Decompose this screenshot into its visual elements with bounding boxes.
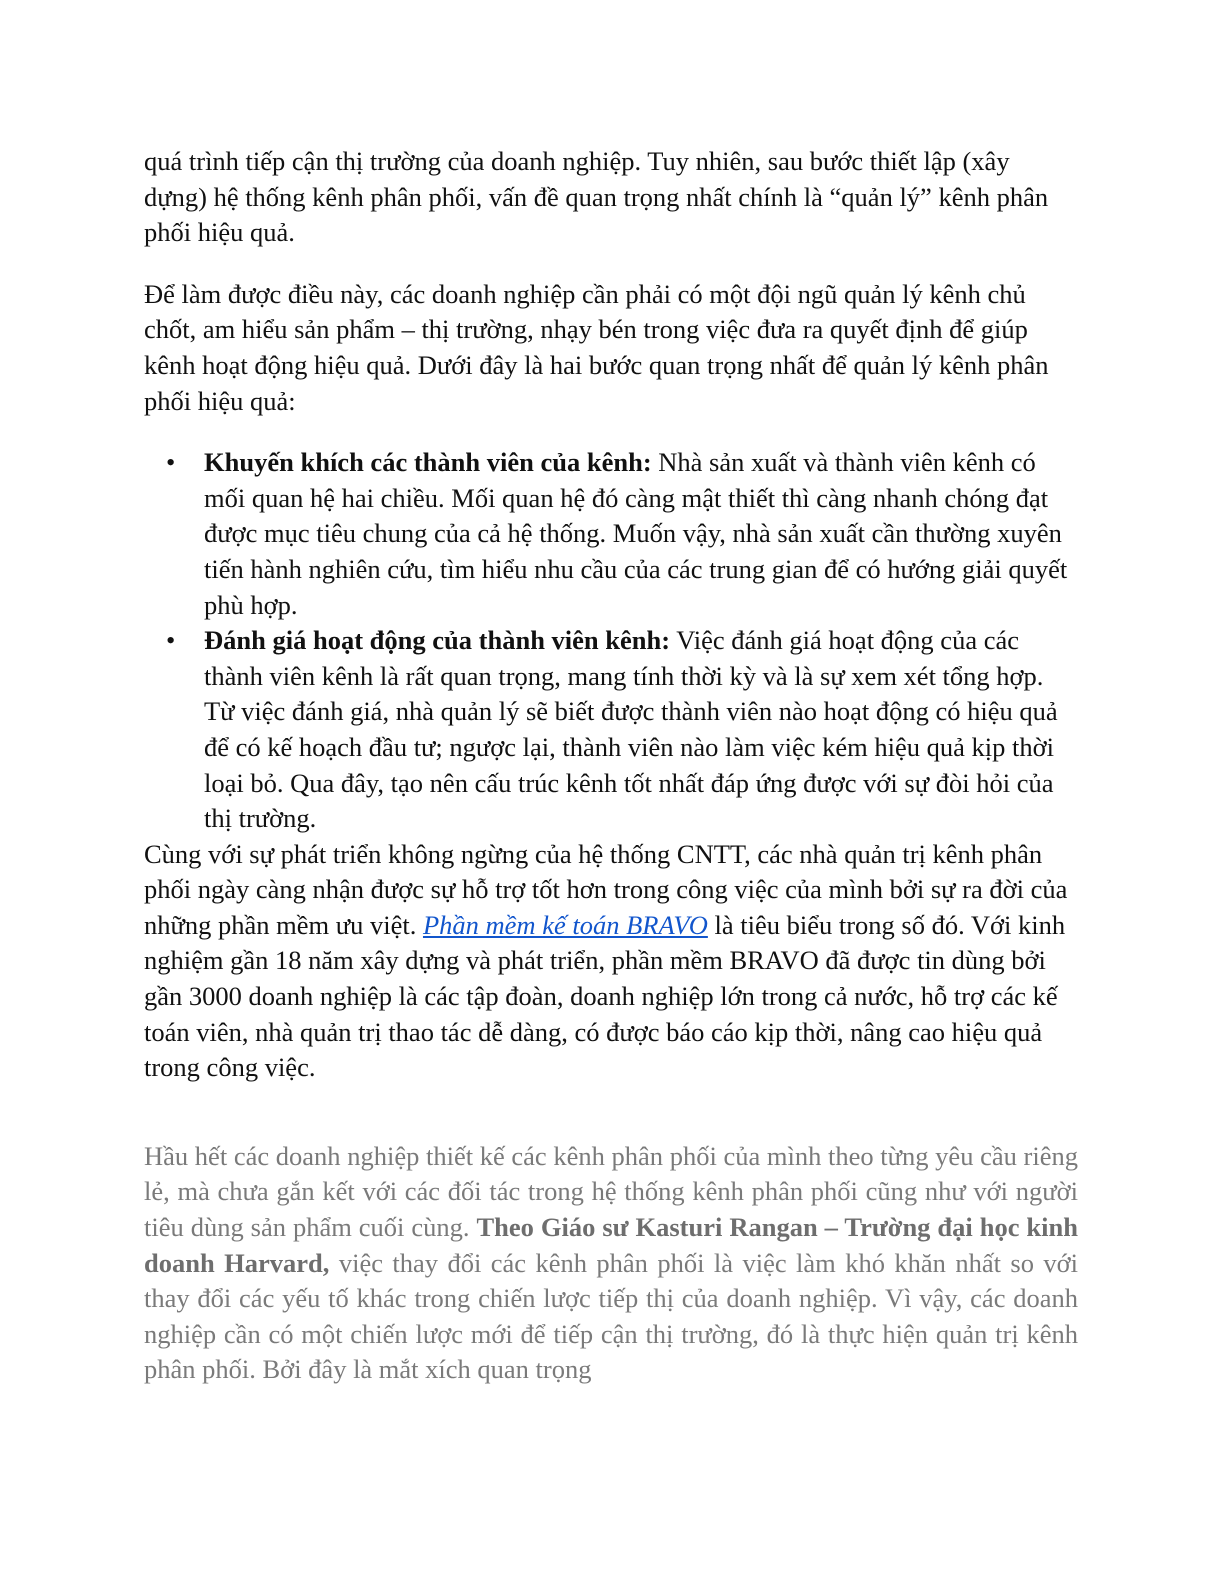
- paragraph-intro: quá trình tiếp cận thị trường của doanh nghiệp. Tuy nhiên, sau bước thiết lập (xây dựng) hệ thống kênh phân phối, vấn đề quan trọng nhất chính là “quản lý” kênh phân phối hiệu quả.: [144, 146, 1049, 248]
- paragraph-harvard-text: Hầu hết các doanh nghiệp thiết kế các kênh phân phối của mình theo từng yêu cầu riêng lẻ, mà chưa gắn kết với các đối tác trong hệ thống kênh phân phối cũng như với người tiêu dùng sản phẩm cuối cùng.: [144, 1140, 1078, 1243]
- bullet-text: Việc đánh giá hoạt động của các thành viên kênh là rất quan trọng, mang tính thời kỳ và là sự xem xét tổng hợp. Từ việc đánh giá, nhà quản lý sẽ biết được thành viên nào hoạt động có hiệu quả để có kế hoạch đầu tư; ngược lại, thành viên nào làm việc kém hiệu quả kịp thời loại bỏ. Qua đây, tạo nên cấu trúc kênh tốt nhất đáp ứng được với sự đòi hỏi của thị trường.: [204, 625, 1058, 834]
- paragraph-management-team: Để làm được điều này, các doanh nghiệp cần phải có một đội ngũ quản lý kênh chủ chốt, am hiểu sản phẩm – thị trường, nhạy bén trong việc đưa ra quyết định để giúp kênh hoạt động hiệu quả. Dưới đây là hai bước quan trọng nhất để quản lý kênh phân phối hiệu quả:: [144, 278, 1049, 416]
- bullet-text: Nhà sản xuất và thành viên kênh có mối quan hệ hai chiều. Mối quan hệ đó càng mật thiết thì càng nhanh chóng đạt được mục tiêu chung của cả hệ thống. Muốn vậy, nhà sản xuất cần thường xuyên tiến hành nghiên cứu, tìm hiểu nhu cầu của các trung gian để có hướng giải quyết phù hợp.: [204, 447, 1068, 620]
- document-page: [144, 144, 1078, 1388]
- paragraph-software-text-end: là tiêu biểu trong số đó. Với kinh nghiệm gần 18 năm xây dựng và phát triển, phần mềm BRAVO đã được tin dùng bởi gần 3000 doanh nghiệp là các tập đoàn, doanh nghiệp lớn trong cả nước, hỗ trợ các kế toán viên, nhà quản trị thao tác dễ dàng, có được báo cáo kịp thời, nâng cao hiệu quả trong công việc.: [144, 909, 1066, 1083]
- harvard-quote-author: Theo Giáo sư Kasturi Rangan – Trường đại học kinh doanh Harvard,: [144, 1212, 1079, 1278]
- paragraph-software: [144, 837, 1078, 1086]
- bullet-icon: •: [166, 447, 176, 478]
- bravo-software-link[interactable]: Phần mềm kế toán BRAVO: [422, 909, 708, 940]
- paragraph-gap: [144, 1086, 1078, 1139]
- bullet-title: Khuyến khích các thành viên của kênh:: [204, 447, 652, 478]
- bullet-icon: •: [166, 625, 176, 656]
- paragraph-harvard-text-end: việc thay đổi các kênh phân phối là việc làm khó khăn nhất so với thay đổi các yếu tố khác trong chiến lược tiếp thị của doanh nghiệp. Vì vậy, các doanh nghiệp cần có một chiến lược mới để tiếp cận thị trường, đó là thực hiện quản trị kênh phân phối. Bởi đây là mắt xích quan trọng: [144, 1247, 1078, 1385]
- bullet-list: [144, 445, 1078, 837]
- list-item: [144, 623, 1078, 837]
- bullet-title: Đánh giá hoạt động của thành viên kênh:: [204, 625, 671, 656]
- list-item: [144, 445, 1078, 623]
- paragraph-harvard: [144, 1139, 1078, 1388]
- paragraph-software-text: Cùng với sự phát triển không ngừng của hệ thống CNTT, các nhà quản trị kênh phân phối ngày càng nhận được sự hỗ trợ tốt hơn trong công việc của mình bởi sự ra đời của những phần mềm ưu việt.: [144, 838, 1068, 940]
